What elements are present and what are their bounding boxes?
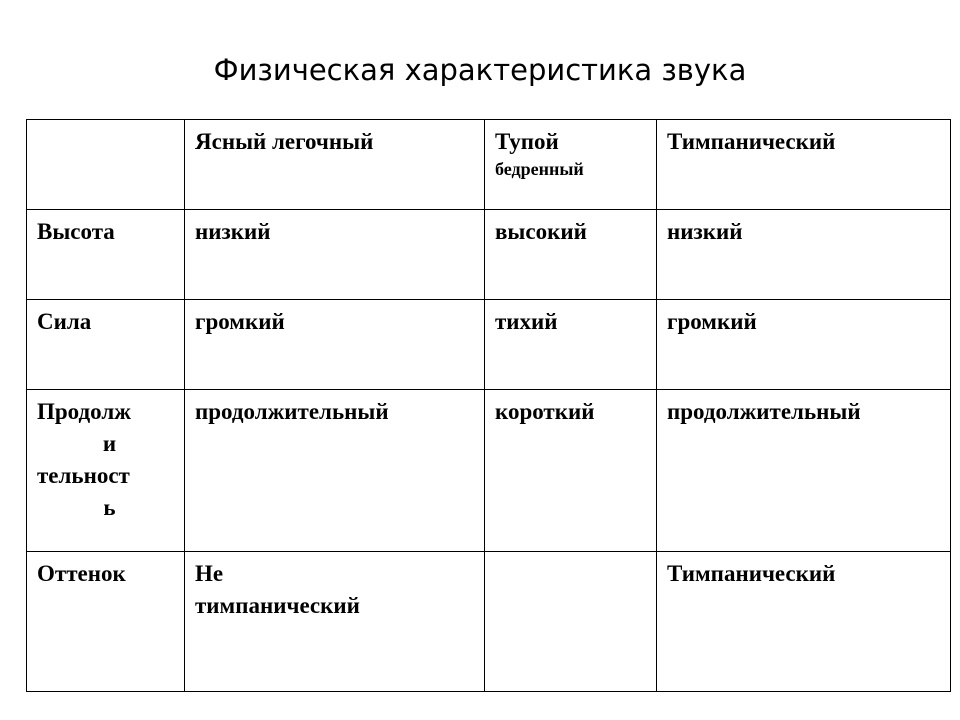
cell-timbre-dull (485, 552, 657, 692)
row-label-timbre: Оттенок (27, 552, 185, 692)
row-label-duration-line1: Продолж (37, 399, 131, 424)
table-row-pitch (27, 210, 951, 300)
sound-characteristics-table (26, 119, 951, 692)
cell-duration-clear-pulmonary: продолжительный (185, 390, 485, 552)
header-clear-pulmonary: Ясный легочный (185, 120, 485, 210)
cell-timbre-clear-pulmonary-line2: тимпанический (195, 593, 360, 618)
cell-duration-dull: короткий (485, 390, 657, 552)
table-row-duration (27, 390, 951, 552)
cell-pitch-dull: высокий (485, 210, 657, 300)
header-row (27, 120, 951, 210)
row-label-pitch: Высота (27, 210, 185, 300)
row-label-duration-line2: и (102, 431, 117, 456)
cell-pitch-clear-pulmonary: низкий (185, 210, 485, 300)
page-title: Физическая характеристика звука (213, 53, 747, 87)
cell-duration-tympanic: продолжительный (657, 390, 951, 552)
header-corner-cell (27, 120, 185, 210)
cell-pitch-tympanic: низкий (657, 210, 951, 300)
header-tympanic: Тимпанический (657, 120, 951, 210)
header-dull-line1: Тупой (495, 129, 559, 154)
table-row-timbre (27, 552, 951, 692)
row-label-duration-line4: ь (103, 495, 116, 520)
cell-timbre-tympanic: Тимпанический (657, 552, 951, 692)
table-row-loudness (27, 300, 951, 390)
row-label-duration (27, 390, 185, 552)
row-label-loudness: Сила (27, 300, 185, 390)
cell-loudness-clear-pulmonary: громкий (185, 300, 485, 390)
header-dull (485, 120, 657, 210)
cell-loudness-tympanic: громкий (657, 300, 951, 390)
cell-timbre-clear-pulmonary (185, 552, 485, 692)
header-dull-line2: бедренный (495, 159, 584, 179)
row-label-duration-line3: тельност (37, 463, 130, 488)
cell-timbre-clear-pulmonary-line1: Не (195, 561, 224, 586)
cell-loudness-dull: тихий (485, 300, 657, 390)
